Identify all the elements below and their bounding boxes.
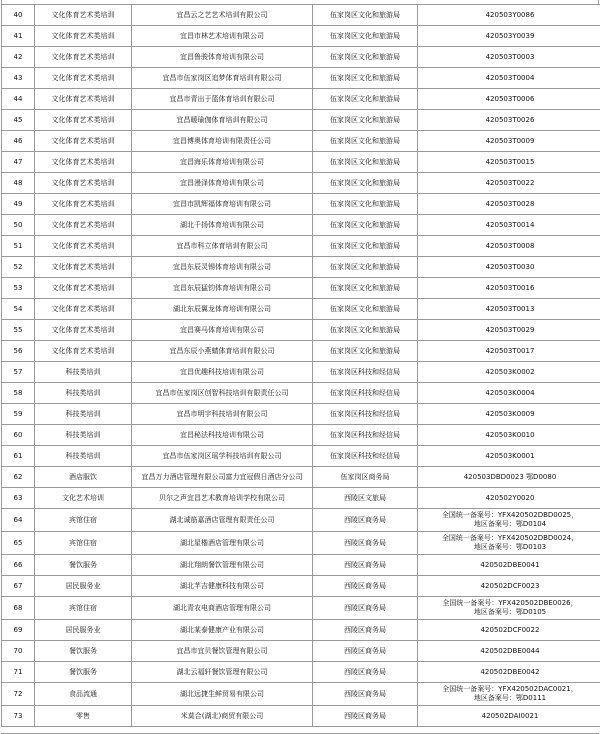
row-number: 55 [2,320,35,341]
row-department: 西陵区商务局 [313,683,418,706]
record-code-line: 420502DAI0021 [420,712,600,721]
row-category: 零售 [35,706,132,727]
table-row [2,341,600,362]
row-company: 宜昌漫泽体育培训有限公司 [132,173,313,194]
row-category: 科技类培训 [35,383,132,404]
row-company: 湖北诚筋嘉酒店管理有限责任公司 [132,509,313,532]
row-category: 餐饮服务 [35,641,132,662]
row-company: 宜昌市伍家岗区创智科技培训有限责任公司 [132,383,313,404]
record-code-line: 全国统一备案号：YFX420502DBD0024， [420,534,600,543]
row-department: 西陵区文旅局 [313,488,418,509]
row-company: 宜昌秘法科技培训有限公司 [132,425,313,446]
row-category: 宾馆住宿 [35,532,132,555]
row-department: 伍家岗区文化和旅游局 [313,173,418,194]
row-category: 居民服务业 [35,576,132,597]
row-number: 73 [2,706,35,727]
row-category: 文化体育艺术类培训 [35,278,132,299]
table-row [2,509,600,532]
record-code-line: 地区备案号：鄂D0103 [420,543,600,552]
record-code-line: 420503DBD0023 鄂D0080 [420,473,600,482]
row-record-code [418,662,600,683]
row-company: 湖北翔朗餐饮管理有限公司 [132,555,313,576]
table-row [2,467,600,488]
row-record-code [418,532,600,555]
row-number: 44 [2,89,35,110]
table-row [2,68,600,89]
row-company: 湖北云福轩餐饮管理有限公司 [132,662,313,683]
row-record-code [418,446,600,467]
row-record-code [418,152,600,173]
row-record-code [418,362,600,383]
row-category: 酒店服饮 [35,467,132,488]
table-row [2,194,600,215]
row-department: 伍家岗区文化和旅游局 [313,257,418,278]
row-number: 42 [2,47,35,68]
record-code-line: 420503K0002 [420,368,600,377]
record-code-line: 420502DBE0041 [420,561,600,570]
row-category: 文化体育艺术类培训 [35,215,132,236]
table-row [2,597,600,620]
row-category: 科技类培训 [35,446,132,467]
row-category: 宾馆住宿 [35,509,132,532]
row-department: 伍家岗区文化和旅游局 [313,320,418,341]
row-record-code [418,576,600,597]
row-company: 湖北某泰健康产业有限公司 [132,620,313,641]
record-code-line: 420503T0016 [420,284,600,293]
row-category: 文化体育艺术类培训 [35,299,132,320]
record-code-line: 420503K0009 [420,410,600,419]
row-category: 宾馆住宿 [35,597,132,620]
row-number: 52 [2,257,35,278]
record-code-line: 地区备案号：鄂D0105 [420,608,600,617]
row-company: 宜昌东辰小燕蜻体育培训有限公司 [132,341,313,362]
row-record-code [418,47,600,68]
row-company: 湖北千扬体育培训有限公司 [132,215,313,236]
row-department: 伍家岗区文化和旅游局 [313,26,418,47]
record-code-line: 全国统一备案号：YFX420502DBE0026， [420,599,600,608]
record-code-line: 420503T0017 [420,347,600,356]
table-row [2,299,600,320]
row-department: 西陵区商务局 [313,706,418,727]
row-company: 宜昌市宜贝餐饮管理有限公司 [132,641,313,662]
row-department: 伍家岗区文化和旅游局 [313,341,418,362]
row-department: 西陵区商务局 [313,532,418,555]
row-category: 文化体育艺术类培训 [35,5,132,26]
row-company: 宜昌海乐体育培训有限公司 [132,152,313,173]
row-record-code [418,620,600,641]
record-code-line: 420503T0015 [420,158,600,167]
row-department: 伍家岗区科技和经信局 [313,446,418,467]
row-company: 宜昌云之艺艺术培训有限公司 [132,5,313,26]
row-record-code [418,26,600,47]
table-row [2,173,600,194]
record-code-line: 420503T0028 [420,200,600,209]
row-record-code [418,404,600,425]
row-record-code [418,110,600,131]
record-code-line: 420502Y0020 [420,494,600,503]
row-category: 文化体育艺术类培训 [35,152,132,173]
row-record-code [418,68,600,89]
row-category: 文化体育艺术类培训 [35,68,132,89]
row-category: 文化体育艺术类培训 [35,257,132,278]
row-record-code [418,194,600,215]
row-category: 餐饮服务 [35,555,132,576]
row-department: 伍家岗区文化和旅游局 [313,278,418,299]
row-department: 西陵区商务局 [313,620,418,641]
row-category: 文化体育艺术类培训 [35,236,132,257]
row-number: 63 [2,488,35,509]
table-row [2,641,600,662]
row-department: 伍家岗区文化和旅游局 [313,215,418,236]
row-record-code [418,706,600,727]
row-category: 文化体育艺术类培训 [35,194,132,215]
row-record-code [418,320,600,341]
table-row [2,576,600,597]
row-department: 西陵区商务局 [313,509,418,532]
row-number: 68 [2,597,35,620]
row-number: 46 [2,131,35,152]
record-code-line: 420502DCF0022 [420,626,600,635]
row-number: 66 [2,555,35,576]
row-company: 米莫合(湖北)商贸有限公司 [132,706,313,727]
row-company: 宜昌市林艺术培训有限公司 [132,26,313,47]
row-record-code [418,555,600,576]
record-code-line: 420503K0004 [420,389,600,398]
row-department: 西陵区商务局 [313,555,418,576]
table-row [2,5,600,26]
row-record-code [418,467,600,488]
row-company: 贝尔之声宜昌艺术教育培训学校有限公司 [132,488,313,509]
row-number: 49 [2,194,35,215]
row-department: 伍家岗区文化和旅游局 [313,299,418,320]
row-number: 72 [2,683,35,706]
row-company: 宜昌暖瑜伽体育培训有限公司 [132,110,313,131]
record-code-line: 420503T0030 [420,263,600,272]
row-department: 伍家岗区文化和旅游局 [313,47,418,68]
row-number: 60 [2,425,35,446]
row-number: 47 [2,152,35,173]
row-company: 宜昌赛马体育培训有限公司 [132,320,313,341]
row-company: 宜昌万力酒店管理有限公司富力宜冠假日酒店分公司 [132,467,313,488]
row-department: 伍家岗区文化和旅游局 [313,110,418,131]
table-row [2,110,600,131]
record-code-line: 420502DCF0023 [420,582,600,591]
table-row [2,215,600,236]
row-number: 69 [2,620,35,641]
row-record-code [418,173,600,194]
row-company: 湖北芊吉健康科技有限公司 [132,576,313,597]
row-number: 64 [2,509,35,532]
row-record-code [418,278,600,299]
row-company: 宜昌市凯辉福体育培训有限公司 [132,194,313,215]
row-category: 文化体育艺术类培训 [35,320,132,341]
table-row [2,404,600,425]
row-record-code [418,236,600,257]
table-body [2,5,600,727]
row-record-code [418,597,600,620]
row-department: 伍家岗区科技和经信局 [313,383,418,404]
row-department: 西陵区商务局 [313,597,418,620]
record-code-line: 420503Y0086 [420,11,600,20]
record-code-line: 420502DBE0042 [420,668,600,677]
row-company: 宜昌博奥体育培训有限责任公司 [132,131,313,152]
row-company: 宜昌市伍家岗区追梦体育培训有限公司 [132,68,313,89]
row-company: 宜昌市明宇科技培训有限公司 [132,404,313,425]
record-code-line: 420503T0008 [420,242,600,251]
row-record-code [418,257,600,278]
row-department: 伍家岗区文化和旅游局 [313,89,418,110]
row-number: 50 [2,215,35,236]
row-category: 文化体育艺术类培训 [35,26,132,47]
row-number: 67 [2,576,35,597]
record-code-line: 420503T0022 [420,179,600,188]
row-number: 57 [2,362,35,383]
row-department: 伍家岗区科技和经信局 [313,404,418,425]
row-record-code [418,488,600,509]
row-number: 41 [2,26,35,47]
record-code-line: 全国统一备案号：YFX420502DAC0021， [420,685,600,694]
record-table [1,4,600,727]
record-code-line: 420503T0006 [420,95,600,104]
row-number: 53 [2,278,35,299]
row-company: 湖北星楷酒店管理有限公司 [132,532,313,555]
row-company: 湖北青农电商酒店管理有限公司 [132,597,313,620]
table-row [2,47,600,68]
row-number: 70 [2,641,35,662]
table-row [2,131,600,152]
table-row [2,278,600,299]
record-code-line: 420503T0004 [420,74,600,83]
table-row [2,236,600,257]
row-category: 文化体育艺术类培训 [35,110,132,131]
row-company: 宜昌市青出于篮体育培训有限公司 [132,89,313,110]
record-code-line: 420502DBE0044 [420,647,600,656]
table-row [2,683,600,706]
row-company: 宜昌东辰猛钧体育培训有限公司 [132,278,313,299]
row-number: 62 [2,467,35,488]
row-number: 59 [2,404,35,425]
row-company: 宜昌鲁骏体育培训有限公司 [132,47,313,68]
row-record-code [418,683,600,706]
row-record-code [418,383,600,404]
row-record-code [418,215,600,236]
row-department: 西陵区商务局 [313,662,418,683]
row-category: 居民服务业 [35,620,132,641]
row-company: 宜昌市伍家岗区瑶学科技培训有限公司 [132,446,313,467]
row-category: 文化体育艺术类培训 [35,47,132,68]
table-row [2,620,600,641]
table-row [2,383,600,404]
row-record-code [418,89,600,110]
row-number: 56 [2,341,35,362]
row-category: 餐饮服务 [35,662,132,683]
row-department: 伍家岗区文化和旅游局 [313,68,418,89]
table-row [2,706,600,727]
table-row [2,532,600,555]
row-company: 湖北远捷生鲜贸易有限公司 [132,683,313,706]
row-number: 61 [2,446,35,467]
row-number: 71 [2,662,35,683]
table-row [2,362,600,383]
row-category: 文化体育艺术类培训 [35,173,132,194]
row-number: 51 [2,236,35,257]
record-code-line: 420503T0013 [420,305,600,314]
table-row [2,425,600,446]
row-department: 伍家岗区文化和旅游局 [313,131,418,152]
table-row [2,555,600,576]
row-number: 54 [2,299,35,320]
row-record-code [418,341,600,362]
table-row [2,89,600,110]
row-department: 伍家岗区文化和旅游局 [313,5,418,26]
row-department: 伍家岗区文化和旅游局 [313,236,418,257]
row-number: 45 [2,110,35,131]
row-department: 伍家岗区文化和旅游局 [313,194,418,215]
record-code-line: 420503K0010 [420,431,600,440]
record-code-line: 全国统一备案号：YFX420502DBD0025， [420,511,600,520]
row-record-code [418,425,600,446]
row-department: 伍家岗区科技和经信局 [313,425,418,446]
row-category: 科技类培训 [35,362,132,383]
row-company: 宜昌东辰灵锡体育培训有限公司 [132,257,313,278]
row-record-code [418,299,600,320]
table-row [2,446,600,467]
row-category: 文化体育艺术类培训 [35,341,132,362]
table-row [2,257,600,278]
row-category: 文化艺术培训 [35,488,132,509]
record-code-line: 420503T0009 [420,137,600,146]
record-code-line: 地区备案号：鄂D0111 [420,694,600,703]
row-company: 宜昌优趣科技培训有限公司 [132,362,313,383]
table-row [2,152,600,173]
row-department: 西陵区商务局 [313,641,418,662]
row-number: 40 [2,5,35,26]
row-number: 43 [2,68,35,89]
row-category: 科技类培训 [35,404,132,425]
table-row [2,26,600,47]
record-code-line: 地区备案号：鄂D0104 [420,520,600,529]
row-record-code [418,131,600,152]
record-code-line: 420503T0026 [420,116,600,125]
row-department: 伍家岗区商务局 [313,467,418,488]
row-category: 科技类培训 [35,425,132,446]
row-record-code [418,5,600,26]
record-code-line: 420503T0029 [420,326,600,335]
page-bottom-line [1,727,599,734]
row-company: 宜昌市科立体育培训有限公司 [132,236,313,257]
row-department: 伍家岗区科技和经信局 [313,362,418,383]
row-category: 文化体育艺术类培训 [35,131,132,152]
record-code-line: 420503Y0039 [420,32,600,41]
row-department: 伍家岗区文化和旅游局 [313,152,418,173]
row-department: 西陵区商务局 [313,576,418,597]
row-company: 湖北东辰翼龙体育培训有限公司 [132,299,313,320]
table-row [2,662,600,683]
record-code-line: 420503T0014 [420,221,600,230]
table-row [2,488,600,509]
record-code-line: 420503K0001 [420,452,600,461]
row-number: 58 [2,383,35,404]
row-record-code [418,641,600,662]
row-number: 65 [2,532,35,555]
row-category: 文化体育艺术类培训 [35,89,132,110]
record-code-line: 420503T0003 [420,53,600,62]
row-number: 48 [2,173,35,194]
row-category: 食品流通 [35,683,132,706]
row-record-code [418,509,600,532]
table-row [2,320,600,341]
